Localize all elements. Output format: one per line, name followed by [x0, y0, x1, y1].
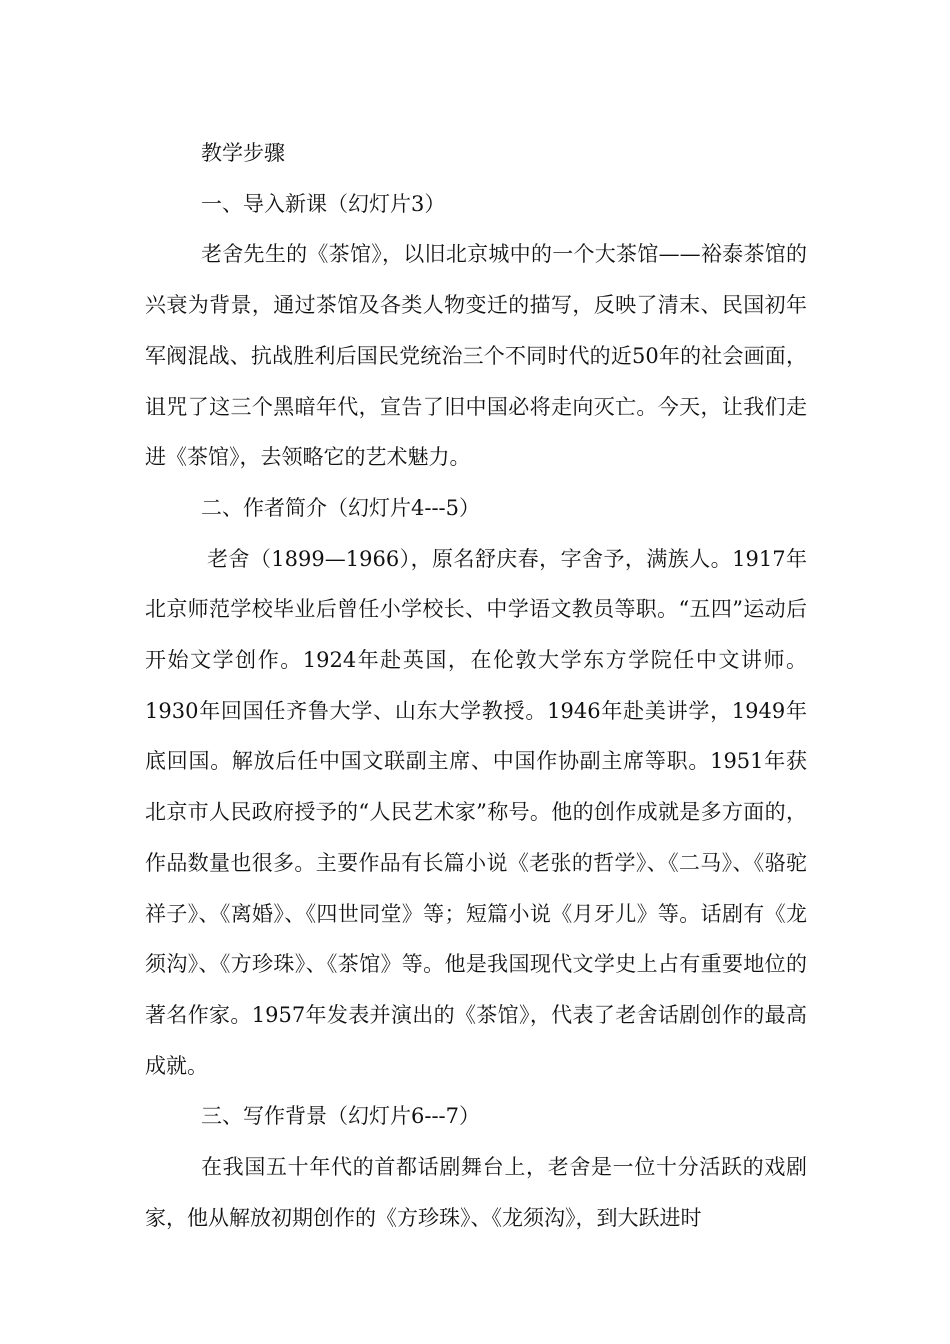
- section-body-background: 在我国五十年代的首都话剧舞台上，老舍是一位十分活跃的戏剧家，他从解放初期创作的《方珍珠》、《龙须沟》，到大跃进时: [145, 1155, 807, 1230]
- section-title-background: 三、写作背景（幻灯片6---7）: [201, 1104, 481, 1129]
- document-heading: 教学步骤: [201, 141, 285, 165]
- section-title-author: 二、作者简介（幻灯片4---5）: [201, 495, 481, 520]
- document-body: [145, 128, 807, 1243]
- section-body-author: 老舍（1899—1966），原名舒庆春，字舍予，满族人。1917年北京师范学校毕业后曾任小学校长、中学语文教员等职。“五四”运动后开始文学创作。1924年赴英国，在伦敦大学东方学院任中文讲师。1930年回国任齐鲁大学、山东大学教授。1946年赴美讲学，1949年底回国。解放后任中国文联副主席、中国作协副主席等职。1951年获北京市人民政府授予的“人民艺术家”称号。他的创作成就是多方面的，作品数量也很多。主要作品有长篇小说《老张的哲学》、《二马》、《骆驼祥子》、《离婚》、《四世同堂》等；短篇小说《月牙儿》等。话剧有《龙须沟》、《方珍珠》、《茶馆》等。他是我国现代文学史上占有重要地位的著名作家。1957年发表并演出的《茶馆》，代表了老舍话剧创作的最高成就。: [145, 546, 807, 1078]
- section-title-intro: 一、导入新课（幻灯片3）: [201, 191, 446, 216]
- section-body-intro: 老舍先生的《茶馆》，以旧北京城中的一个大茶馆——裕泰茶馆的兴衰为背景，通过茶馆及各类人物变迁的描写，反映了清末、民国初年军阀混战、抗战胜利后国民党统治三个不同时代的近50年的社会画面，诅咒了这三个黑暗年代，宣告了旧中国必将走向灭亡。今天，让我们走进《茶馆》，去领略它的艺术魅力。: [145, 242, 807, 470]
